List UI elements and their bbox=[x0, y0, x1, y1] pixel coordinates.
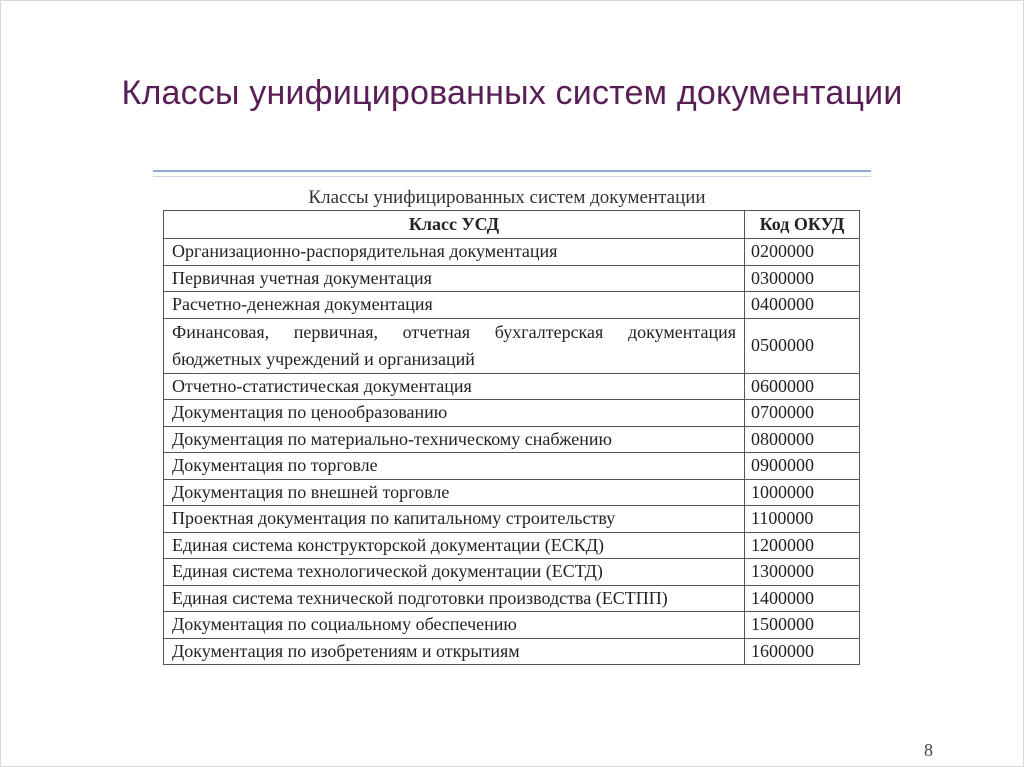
table-figure bbox=[153, 170, 871, 665]
code-cell: 0800000 bbox=[745, 426, 860, 453]
class-cell: Документация по торговле bbox=[164, 453, 745, 480]
code-cell: 0700000 bbox=[745, 400, 860, 427]
page-number: 8 bbox=[924, 740, 933, 760]
header-class: Класс УСД bbox=[164, 211, 745, 239]
table-row bbox=[164, 373, 860, 400]
table-row bbox=[164, 239, 860, 266]
code-cell: 0400000 bbox=[745, 292, 860, 319]
code-cell: 0900000 bbox=[745, 453, 860, 480]
code-cell: 1300000 bbox=[745, 559, 860, 586]
code-cell: 1200000 bbox=[745, 532, 860, 559]
table-row bbox=[164, 612, 860, 639]
class-cell: Финансовая, первичная, отчетная бухгалтерская документация бюджетных учреждений и организаций bbox=[164, 318, 745, 373]
table-row bbox=[164, 479, 860, 506]
class-cell: Документация по социальному обеспечению bbox=[164, 612, 745, 639]
class-cell: Документация по материально-техническому снабжению bbox=[164, 426, 745, 453]
table-row bbox=[164, 559, 860, 586]
code-cell: 1100000 bbox=[745, 506, 860, 533]
table-row bbox=[164, 638, 860, 665]
table-header-row bbox=[164, 211, 860, 239]
class-cell: Первичная учетная документация bbox=[164, 265, 745, 292]
code-cell: 1000000 bbox=[745, 479, 860, 506]
code-cell: 1400000 bbox=[745, 585, 860, 612]
code-cell: 0600000 bbox=[745, 373, 860, 400]
top-rule-divider bbox=[153, 170, 871, 177]
code-cell: 1500000 bbox=[745, 612, 860, 639]
table-row bbox=[164, 426, 860, 453]
class-cell: Организационно-распорядительная документация bbox=[164, 239, 745, 266]
code-cell: 0500000 bbox=[745, 318, 860, 373]
slide-title: Классы унифицированных систем документации bbox=[121, 74, 903, 112]
usd-table bbox=[163, 210, 860, 665]
table-row bbox=[164, 400, 860, 427]
table-row bbox=[164, 318, 860, 373]
class-cell: Документация по ценообразованию bbox=[164, 400, 745, 427]
class-cell: Документация по внешней торговле bbox=[164, 479, 745, 506]
class-cell: Документация по изобретениям и открытиям bbox=[164, 638, 745, 665]
code-cell: 1600000 bbox=[745, 638, 860, 665]
code-cell: 0200000 bbox=[745, 239, 860, 266]
table-row bbox=[164, 292, 860, 319]
table-row bbox=[164, 506, 860, 533]
class-cell: Расчетно-денежная документация bbox=[164, 292, 745, 319]
class-cell: Проектная документация по капитальному строительству bbox=[164, 506, 745, 533]
class-cell: Единая система конструкторской документации (ЕСКД) bbox=[164, 532, 745, 559]
class-cell: Единая система технологической документации (ЕСТД) bbox=[164, 559, 745, 586]
class-cell: Отчетно-статистическая документация bbox=[164, 373, 745, 400]
header-code: Код ОКУД bbox=[745, 211, 860, 239]
table-row bbox=[164, 265, 860, 292]
class-cell: Единая система технической подготовки производства (ЕСТПП) bbox=[164, 585, 745, 612]
table-row bbox=[164, 453, 860, 480]
table-row bbox=[164, 532, 860, 559]
table-row bbox=[164, 585, 860, 612]
table-caption: Классы унифицированных систем документации bbox=[308, 187, 706, 208]
code-cell: 0300000 bbox=[745, 265, 860, 292]
